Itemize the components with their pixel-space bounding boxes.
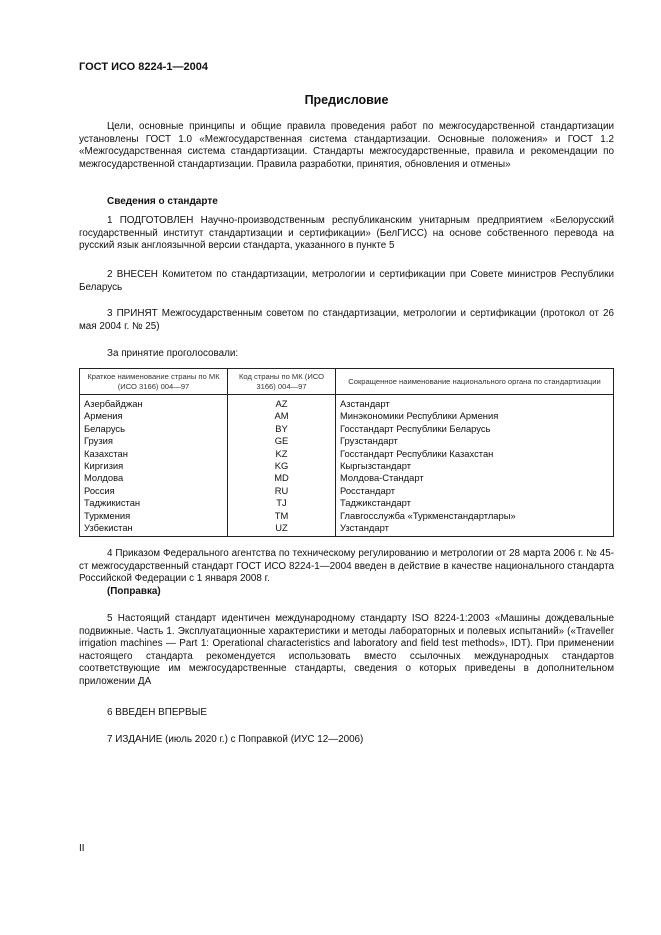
section-title: Сведения о стандарте: [107, 196, 218, 207]
code-cell: UZ: [228, 522, 336, 537]
page-title: Предисловие: [304, 93, 389, 107]
code-cell: RU: [228, 485, 336, 497]
document-header: ГОСТ ИСО 8224-1—2004: [79, 61, 209, 73]
code-cell: GE: [228, 435, 336, 447]
item-5-paragraph: 5 Настоящий стандарт идентичен международному стандарту ISO 8224-1:2003 «Машины дождевальные подвижные. Часть 1. Эксплуатационные характеристики и методы лабораторных и полевых испытаний» («Traveller irrigation machines — Part 1: Operational characteristics and laboratory and field test methods», IDT). При применении настоящего стандарта рекомендуется использовать вместо ссылочных международных стандартов соответствующие им межгосударственные стандарты, сведения о которых приведены в дополнительном приложении ДА: [79, 613, 614, 687]
body-cell: Минэкономики Республики Армения: [336, 410, 614, 422]
body-cell: Госстандарт Республики Казахстан: [336, 448, 614, 460]
voted-label: За принятие проголосовали:: [107, 348, 239, 359]
table-row: [80, 410, 614, 422]
body-cell: Главгосслужба «Туркменстандартлары»: [336, 510, 614, 522]
country-cell: Грузия: [80, 435, 228, 447]
code-cell: AZ: [228, 395, 336, 411]
item-7-paragraph: 7 ИЗДАНИЕ (июль 2020 г.) с Поправкой (ИУС 12—2006): [107, 734, 364, 745]
code-cell: KG: [228, 460, 336, 472]
country-cell: Молдова: [80, 472, 228, 484]
page-number: II: [79, 843, 85, 854]
country-cell: Россия: [80, 485, 228, 497]
item-3-paragraph: 3 ПРИНЯТ Межгосударственным советом по стандартизации, метрологии и сертификации (протокол от 26 мая 2004 г. № 25): [79, 308, 614, 332]
table-row: [80, 497, 614, 509]
code-cell: TJ: [228, 497, 336, 509]
item-4-amendment: (Поправка): [107, 586, 161, 597]
item-2-paragraph: 2 ВНЕСЕН Комитетом по стандартизации, метрологии и сертификации при Совете министров Республики Беларусь: [79, 269, 614, 293]
table-row: [80, 485, 614, 497]
column-header-country: Краткое наименование страны по МК (ИСО 3166) 004—97: [80, 369, 228, 395]
column-header-code: Код страны по МК (ИСО 3166) 004—97: [228, 369, 336, 395]
body-cell: Росстандарт: [336, 485, 614, 497]
body-cell: Молдова-Стандарт: [336, 472, 614, 484]
country-cell: Казахстан: [80, 448, 228, 460]
voting-table: [79, 368, 614, 537]
item-4-paragraph: 4 Приказом Федерального агентства по техническому регулированию и метрологии от 28 марта 2006 г. № 45-ст межгосударственный стандарт ГОСТ ИСО 8224-1—2004 введен в действие в качестве национального стандарта Российской Федерации с 1 января 2008 г.: [79, 548, 614, 585]
table-row: [80, 423, 614, 435]
country-cell: Киргизия: [80, 460, 228, 472]
code-cell: KZ: [228, 448, 336, 460]
table-row: [80, 448, 614, 460]
body-cell: Кыргызстандарт: [336, 460, 614, 472]
body-cell: Таджикстандарт: [336, 497, 614, 509]
country-cell: Азербайджан: [80, 395, 228, 411]
code-cell: TM: [228, 510, 336, 522]
body-cell: Азстандарт: [336, 395, 614, 411]
table-row: [80, 472, 614, 484]
table-row: [80, 510, 614, 522]
table-row: [80, 435, 614, 447]
item-1-paragraph: 1 ПОДГОТОВЛЕН Научно-производственным республиканским унитарным предприятием «Белорусский государственный институт стандартизации и сертификации» (БелГИСС) на основе собственного перевода на русский язык англоязычной версии стандарта, указанного в пункте 5: [79, 215, 614, 252]
table-row: [80, 460, 614, 472]
country-cell: Туркмения: [80, 510, 228, 522]
code-cell: BY: [228, 423, 336, 435]
country-cell: Беларусь: [80, 423, 228, 435]
code-cell: MD: [228, 472, 336, 484]
item-6-paragraph: 6 ВВЕДЕН ВПЕРВЫЕ: [107, 707, 207, 718]
body-cell: Грузстандарт: [336, 435, 614, 447]
table-row: [80, 395, 614, 411]
country-cell: Таджикистан: [80, 497, 228, 509]
table-header-row: [80, 369, 614, 395]
column-header-body: Сокращенное наименование национального органа по стандартизации: [336, 369, 614, 395]
body-cell: Госстандарт Республики Беларусь: [336, 423, 614, 435]
intro-paragraph: Цели, основные принципы и общие правила проведения работ по межгосударственной стандартизации установлены ГОСТ 1.0 «Межгосударственная система стандартизации. Основные положения» и ГОСТ 1.2 «Межгосударственная система стандартизации. Стандарты межгосударственные, правила и рекомендации по межгосударственной стандартизации. Правила разработки, принятия, обновления и отмены»: [79, 121, 614, 170]
code-cell: AM: [228, 410, 336, 422]
table-row: [80, 522, 614, 537]
country-cell: Узбекистан: [80, 522, 228, 537]
body-cell: Узстандарт: [336, 522, 614, 537]
country-cell: Армения: [80, 410, 228, 422]
